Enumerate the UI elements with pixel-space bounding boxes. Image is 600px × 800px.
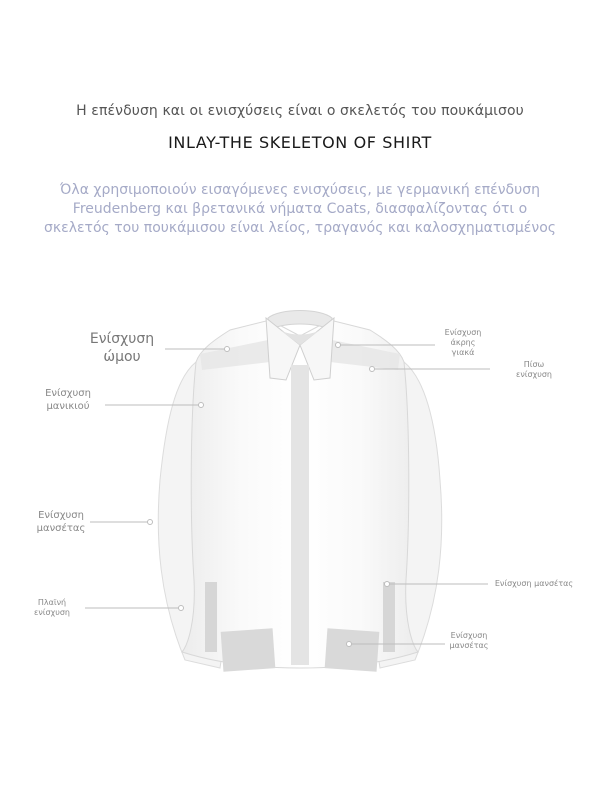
callout-line: Ενίσχυση <box>38 510 84 521</box>
callout-line: Πλαϊνή <box>37 598 67 607</box>
left-cuff <box>221 628 276 672</box>
callout-line: ενίσχυση <box>34 608 70 617</box>
placket <box>291 365 309 665</box>
callout-line: Ενίσχυση <box>45 388 91 399</box>
callout-line: μανσέτας <box>36 522 86 534</box>
callout-line: Ενίσχυση μανσέτας <box>494 579 574 588</box>
callout-line: μανσέτας <box>449 641 489 650</box>
callout-line: Ενίσχυση <box>450 631 488 640</box>
callout-side <box>22 598 82 618</box>
right-sleeve-placket <box>383 582 395 652</box>
callout-shoulder <box>80 331 164 366</box>
left-sleeve-placket <box>205 582 217 652</box>
callout-cuff-left <box>25 510 97 535</box>
callout-collar-tip <box>432 328 494 358</box>
callout-cuff-right-top <box>494 579 574 589</box>
title-english: INLAY-THE SKELETON OF SHIRT <box>168 133 432 152</box>
callout-line: μανικιού <box>46 400 90 412</box>
callout-line: Ενίσχυση <box>444 328 482 337</box>
callout-line: γιακά <box>451 348 475 357</box>
callout-back <box>504 360 564 380</box>
callout-line: Πίσω <box>523 360 545 369</box>
right-cuff <box>325 628 380 672</box>
callout-sleeve <box>32 388 104 413</box>
callout-line: Ενίσχυση <box>89 331 155 347</box>
callout-cuff-right-bottom <box>440 631 498 651</box>
callout-line: ενίσχυση <box>516 370 552 379</box>
callout-line: ώμου <box>103 348 141 365</box>
description-line: σκελετός του πουκάμισου είναι λείος, τραγανός και καλοσχηματισμένος <box>44 220 556 236</box>
description-line: Όλα χρησιμοποιούν εισαγόμενες ενισχύσεις, με γερμανική επένδυση <box>60 182 540 198</box>
subtitle-greek: Η επένδυση και οι ενισχύσεις είναι ο σκελετός του πουκάμισου <box>76 103 524 119</box>
description-line: Freudenberg και βρετανικά νήματα Coats, διασφαλίζοντας ότι ο <box>72 201 528 217</box>
callout-line: άκρης <box>450 338 476 347</box>
